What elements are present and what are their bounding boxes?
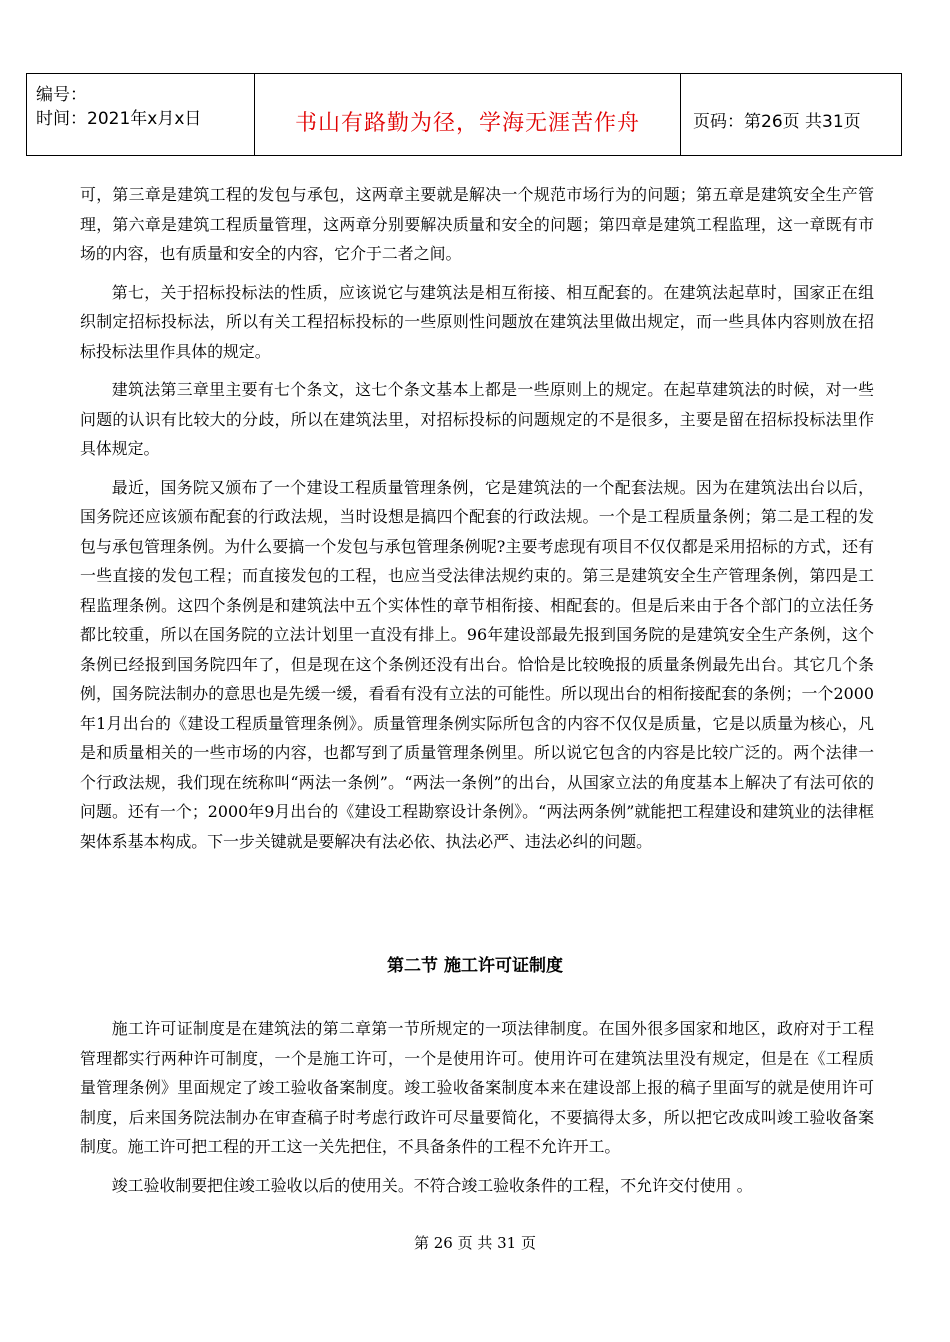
section-title: 第二节 施工许可证制度 bbox=[387, 956, 563, 976]
body-text-bottom bbox=[80, 1014, 874, 1209]
paragraph: 竣工验收制要把住竣工验收以后的使用关。不符合竣工验收条件的工程，不允许交付使用 。 bbox=[111, 1175, 753, 1195]
motto: 书山有路勤为径，学海无涯苦作舟 bbox=[294, 111, 640, 136]
paragraph: 可，第三章是建筑工程的发包与承包，这两章主要就是解决一个规范市场行为的问题；第五章是建筑安全生产管理，第六章是建筑工程质量管理，这两章分别要解决质量和安全的问题；第四章是建筑工程监理，这一章既有市场的内容，也有质量和安全的内容，它介于二者之间。 bbox=[80, 185, 874, 263]
header-table bbox=[26, 73, 902, 156]
paragraph: 最近，国务院又颁布了一个建设工程质量管理条例，它是建筑法的一个配套法规。因为在建筑法出台以后，国务院还应该颁布配套的行政法规，当时设想是搞四个配套的行政法规。一个是工程质量条例；第二是工程的发包与承包管理条例。为什么要搞一个发包与承包管理条例呢?主要考虑现有项目不仅仅都是采用招标的方式，还有一些直接的发包工程；而直接发包的工程，也应当受法律法规约束的。第三是建筑安全生产管理条例，第四是工程监理条例。这四个条例是和建筑法中五个实体性的章节相衔接、相配套的。但是后来由于各个部门的立法任务都比较重，所以在国务院的立法计划里一直没有排上。96年建设部最先报到国务院的是建筑安全生产条例，这个条例已经报到国务院四年了，但是现在这个条例还没有出台。恰恰是比较晚报的质量条例最先出台。其它几个条例，国务院法制办的意思也是先缓一缓，看看有没有立法的可能性。所以现出台的相衔接配套的条例；一个2000年1月出台的《建设工程质量管理条例》。质量管理条例实际所包含的内容不仅仅是质量，它是以质量为核心，凡是和质量相关的一些市场的内容，也都写到了质量管理条例里。所以说它包含的内容是比较广泛的。两个法律一个行政法规，我们现在统称叫“两法一条例”。“两法一条例”的出台，从国家立法的角度基本上解决了有法可依的问题。还有一个；2000年9月出台的《建设工程勘察设计条例》。“两法两条例”就能把工程建设和建筑业的法律框架体系基本构成。下一步关键就是要解决有法必依、执法必严、违法必纠的问题。 bbox=[80, 477, 874, 851]
header-page-cell bbox=[681, 74, 901, 155]
serial-label: 编号： bbox=[36, 85, 87, 105]
time-label: 时间：2021年x月x日 bbox=[36, 109, 202, 129]
body-text-top bbox=[80, 180, 874, 865]
header-info-cell bbox=[27, 74, 255, 155]
header-motto-cell bbox=[255, 74, 681, 155]
paragraph: 施工许可证制度是在建筑法的第二章第一节所规定的一项法律制度。在国外很多国家和地区，政府对于工程管理都实行两种许可制度，一个是施工许可，一个是使用许可。使用许可在建筑法里没有规定，但是在《工程质量管理条例》里面规定了竣工验收备案制度。竣工验收备案制度本来在建设部上报的稿子里面写的就是使用许可制度，后来国务院法制办在审查稿子时考虑行政许可尽量要简化，不要搞得太多，所以把它改成叫竣工验收备案制度。施工许可把工程的开工这一关先把住，不具备条件的工程不允许开工。 bbox=[80, 1019, 874, 1156]
paragraph: 建筑法第三章里主要有七个条文，这七个条文基本上都是一些原则上的规定。在起草建筑法的时候，对一些问题的认识有比较大的分歧，所以在建筑法里，对招标投标的问题规定的不是很多，主要是留在招标投标法里作具体规定。 bbox=[80, 380, 874, 458]
page-footer: 第 26 页 共 31 页 bbox=[413, 1234, 536, 1252]
paragraph: 第七，关于招标投标法的性质，应该说它与建筑法是相互衔接、相互配套的。在建筑法起草时，国家正在组织制定招标投标法，所以有关工程招标投标的一些原则性问题放在建筑法里做出规定，而一些具体内容则放在招标投标法里作具体的规定。 bbox=[80, 282, 874, 361]
page-code: 页码：第26页 共31页 bbox=[693, 112, 861, 132]
